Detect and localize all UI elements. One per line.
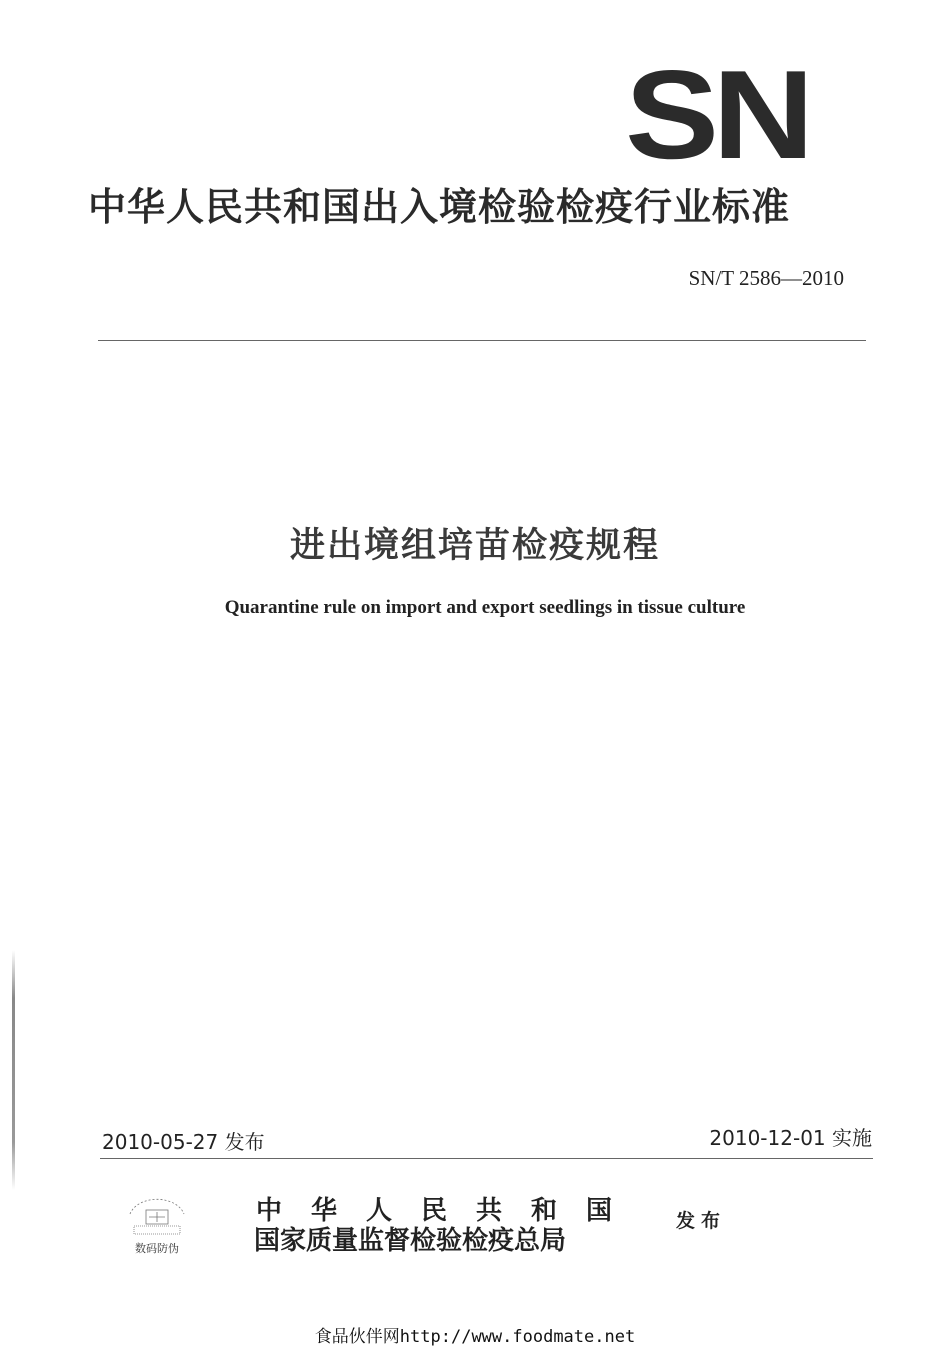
publisher-line-1: 中华人民共和国 (256, 1196, 642, 1226)
standard-category: 中华人民共和国出入境检验检疫行业标准 (88, 185, 791, 229)
seal-icon (130, 1199, 184, 1234)
footer-divider (100, 1158, 873, 1159)
standard-code: SN/T 2586—2010 (688, 266, 844, 290)
anti-counterfeit-seal (118, 1192, 196, 1266)
document-title-chinese: 进出境组培苗检疫规程 (289, 526, 660, 566)
release-date: 2010-05-27 发布 (102, 1130, 265, 1154)
seal-caption: 数码防伪 (135, 1242, 179, 1255)
publish-label: 发布 (676, 1210, 727, 1232)
publisher-line-2: 国家质量监督检验检疫总局 (254, 1226, 567, 1256)
implementation-date: 2010-12-01 实施 (709, 1126, 872, 1150)
scan-edge-mark (12, 950, 15, 1190)
document-title-english: Quarantine rule on import and export seedlings in tissue culture (224, 597, 746, 618)
sn-logo: SN (625, 44, 808, 185)
header-divider (98, 340, 866, 341)
footer-watermark: 食品伙伴网http://www.foodmate.net (314, 1327, 636, 1347)
